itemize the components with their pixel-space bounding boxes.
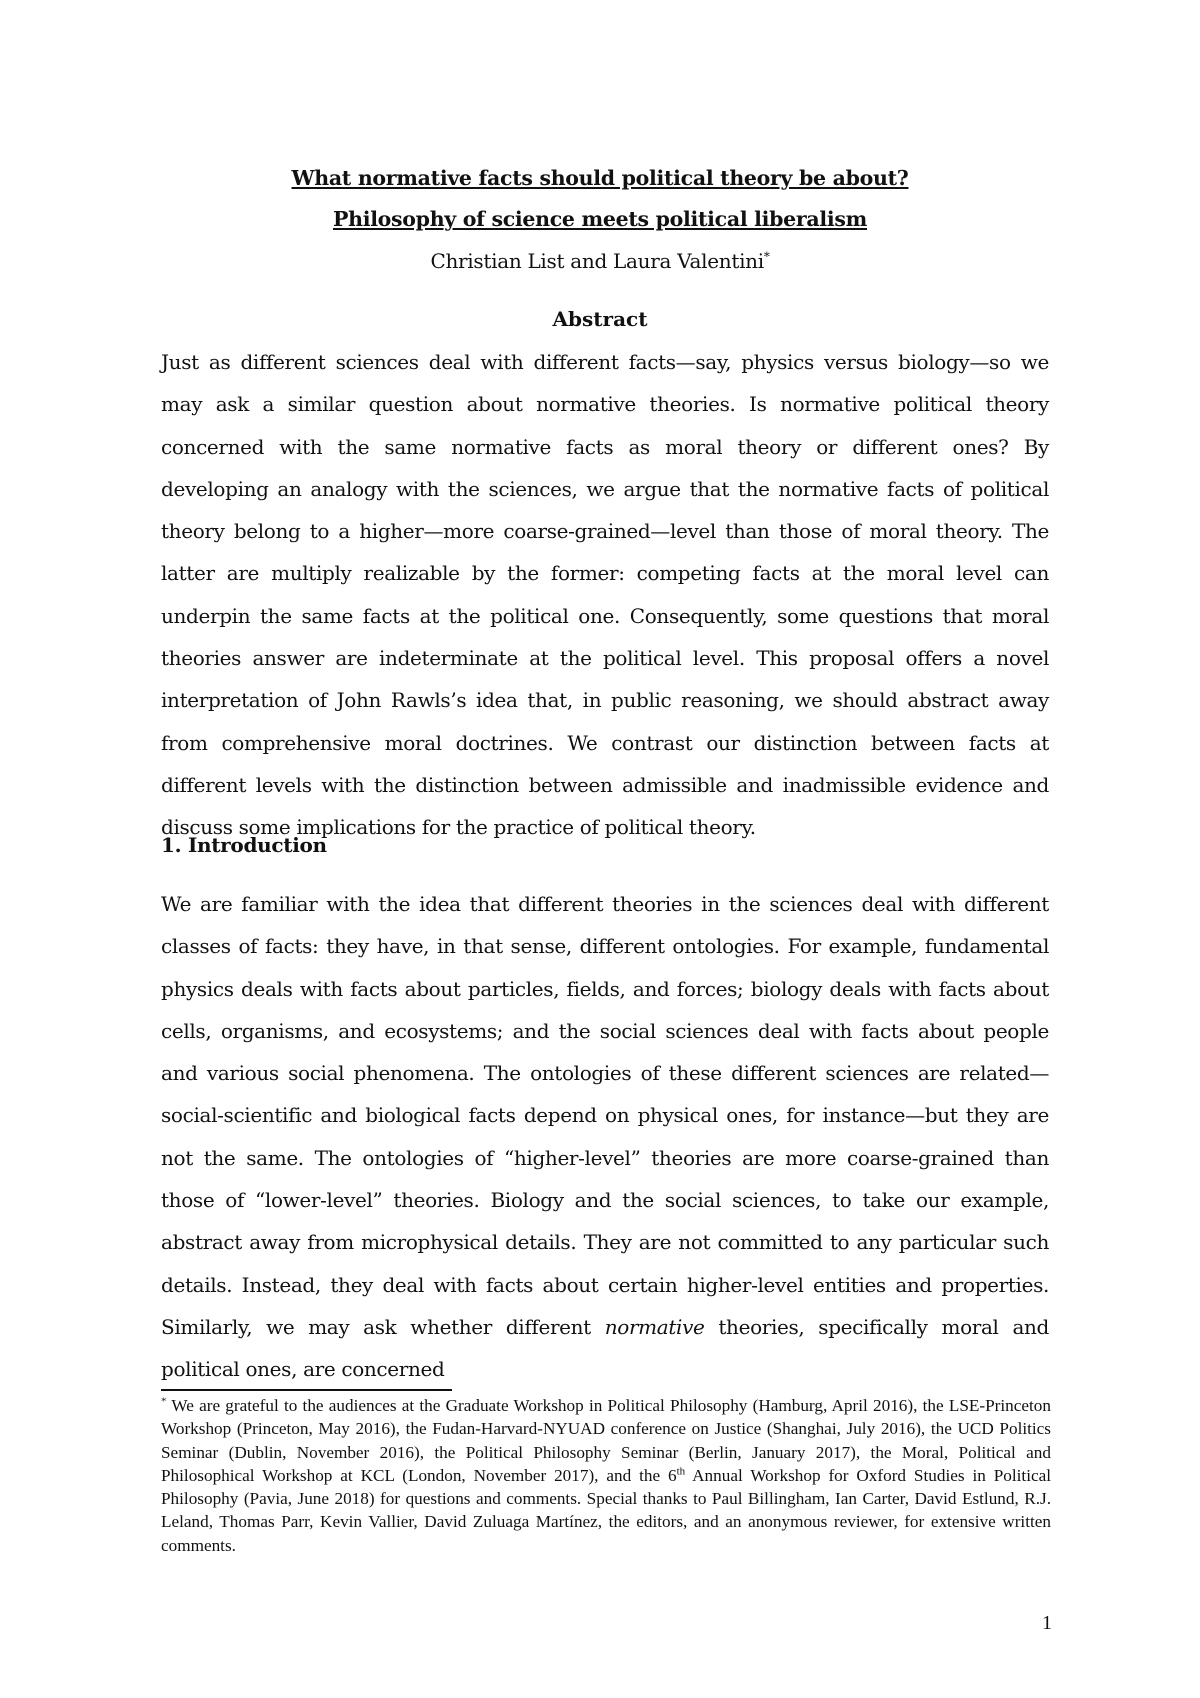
footnote-ordinal-suffix: th <box>676 1465 686 1478</box>
paper-subtitle: Philosophy of science meets political liberalism <box>332 207 867 231</box>
paper-title: What normative facts should political theory be about? <box>291 166 909 190</box>
footnote-mark: * <box>161 1395 167 1408</box>
abstract-paragraph: Just as different sciences deal with different facts—say, physics versus biology—so we may ask a similar question about normative theories. Is normative political theory concerned with the same normative facts as moral theory or different ones? By developing an analogy with the sciences, we argue that the normative facts of political theory belong to a higher—more coarse-grained—level than those of moral theory. The latter are multiply realizable by the former: competing facts at the moral level can underpin the same facts at the political one. Consequently, some questions that moral theories answer are indeterminate at the political level. This proposal offers a novel interpretation of John Rawls’s idea that, in public reasoning, we should abstract away from comprehensive moral doctrines. We contrast our distinction between facts at different levels with the distinction between admissible and inadmissible evidence and discuss some implications for the practice of political theory. <box>161 350 1049 840</box>
intro-text-start: We are familiar with the idea that different theories in the sciences deal with different classes of facts: they have, in that sense, different ontologies. For example, fundamental physics deals with facts about particles, fields, and forces; biology deals with facts about cells, organisms, and ecosystems; and the social sciences deal with facts about people and various social phenomena. The ontologies of these different sciences are related—social-scientific and biological facts depend on physical ones, for instance—but they are not the same. The ontologies of “higher-level” theories are more coarse-grained than those of “lower-level” theories. Biology and the social sciences, to take our example, abstract away from microphysical details. They are not committed to any particular such details. Instead, they deal with facts about certain higher-level entities and properties. Similarly, we may ask whether different <box>161 892 1049 1339</box>
author-names: Christian List and Laura Valentini <box>430 249 764 273</box>
author-footnote-mark: * <box>763 249 770 264</box>
intro-italic-word: normative <box>604 1314 705 1339</box>
introduction-paragraph <box>161 883 1049 1391</box>
footnote-text-part2: Annual Workshop for Oxford Studies in Political Philosophy (Pavia, June 2018) for questions and comments. Special thanks to Paul Billingham, Ian Carter, David Estlund, R.J. Leland, Thomas Parr, Kevin Vallier, David Zuluaga Martínez, the editors, and an anonymous reviewer, for extensive written comments. <box>161 1465 1052 1555</box>
section-heading-introduction: 1. Introduction <box>161 833 327 857</box>
abstract-heading: Abstract <box>552 307 648 331</box>
footnote <box>161 1394 1051 1557</box>
footnote-divider <box>161 1389 452 1391</box>
authors-line <box>0 249 1200 273</box>
footnote-text-part1: We are grateful to the audiences at the Graduate Workshop in Political Philosophy (Hamburg, April 2016), the LSE-Princeton Workshop (Princeton, May 2016), the Fudan-Harvard-NYUAD conference on Justice (Shanghai, July 2016), the UCD Politics Seminar (Dublin, November 2016), the Political Philosophy Seminar (Berlin, January 2017), the Moral, Political and Philosophical Workshop at KCL (London, November 2017), and the 6 <box>161 1396 1051 1485</box>
page-number: 1 <box>1042 1612 1052 1634</box>
intro-text-end: theories, specifically moral and political ones, are concerned <box>161 1314 1049 1382</box>
